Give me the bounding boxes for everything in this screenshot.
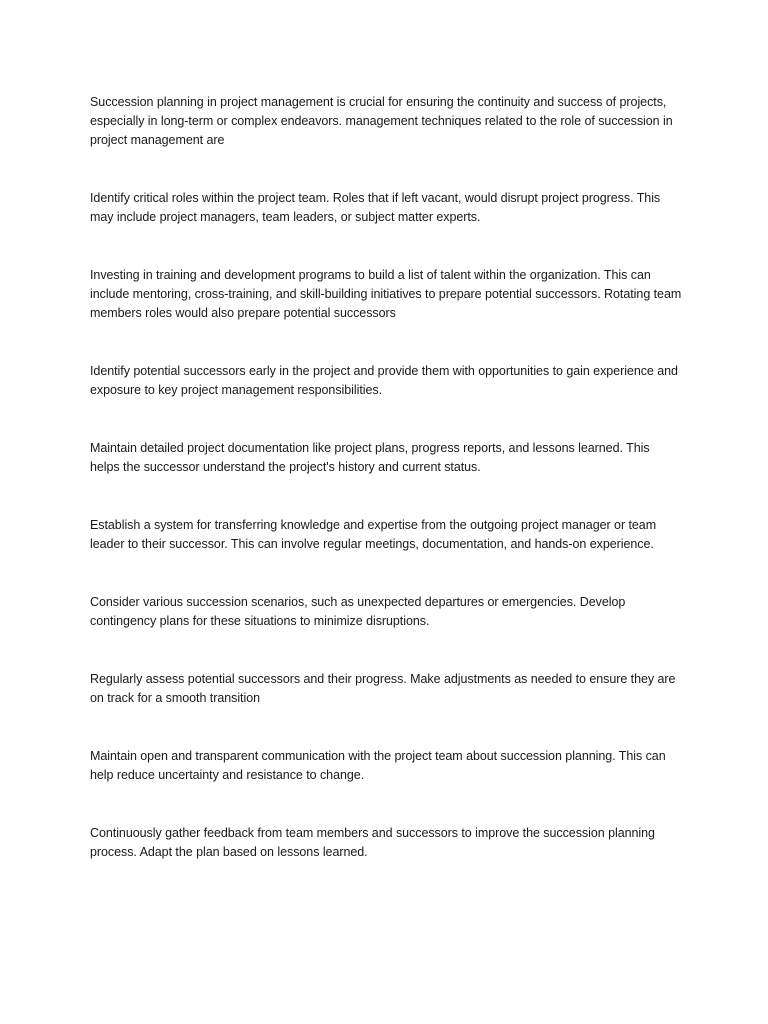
communication-paragraph: Maintain open and transparent communication with the project team about succession planning. This can help reduce uncertainty and resistance to change. xyxy=(90,749,666,782)
feedback-paragraph: Continuously gather feedback from team members and successors to improve the succession planning process. Adapt the plan based on lessons learned. xyxy=(90,826,655,859)
critical-roles-paragraph: Identify critical roles within the project team. Roles that if left vacant, would disrupt project progress. This may include project managers, team leaders, or subject matter experts. xyxy=(90,191,661,224)
documentation-paragraph: Maintain detailed project documentation like project plans, progress reports, and lessons learned. This helps the successor understand the project's history and current status. xyxy=(90,441,650,474)
assess-successors-paragraph: Regularly assess potential successors and their progress. Make adjustments as needed to ensure they are on track for a smooth transition xyxy=(90,672,676,705)
identify-successors-paragraph: Identify potential successors early in the project and provide them with opportunities to gain experience and exposure to key project management responsibilities. xyxy=(90,364,678,397)
succession-scenarios-paragraph: Consider various succession scenarios, such as unexpected departures or emergencies. Develop contingency plans for these situations to minimize disruptions. xyxy=(90,595,626,628)
training-development-paragraph: Investing in training and development programs to build a list of talent within the organization. This can include mentoring, cross-training, and skill-building initiatives to prepare potential successors. Rotating team members roles would also prepare potential successors xyxy=(90,268,682,320)
document-body xyxy=(90,93,682,901)
knowledge-transfer-paragraph: Establish a system for transferring knowledge and expertise from the outgoing project manager or team leader to their successor. This can involve regular meetings, documentation, and hands-on experience. xyxy=(90,518,657,551)
intro-paragraph: Succession planning in project management is crucial for ensuring the continuity and success of projects, especially in long-term or complex endeavors. management techniques related to the role of succession in project management are xyxy=(90,95,673,147)
